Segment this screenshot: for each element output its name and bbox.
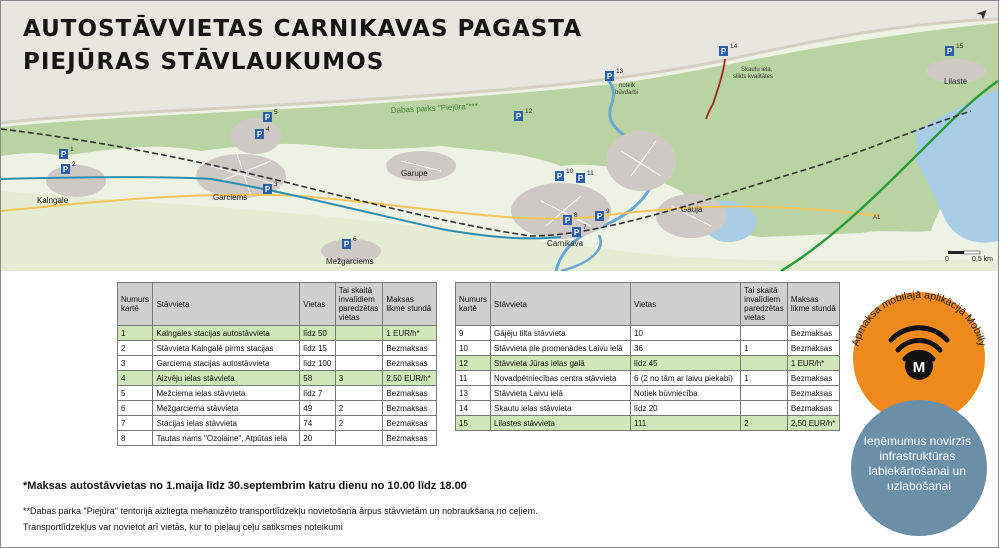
- parking-table-1: [117, 282, 437, 446]
- header-name: Stāvvieta: [153, 283, 300, 326]
- cell-name: Aizvēju ielas stāvvieta: [153, 371, 300, 386]
- parking-symbol: P: [606, 72, 613, 81]
- parking-symbol: P: [62, 165, 69, 174]
- table-row: [456, 401, 840, 416]
- svg-text:0,5 km: 0,5 km: [972, 256, 994, 263]
- cell-disabled: 2: [335, 416, 383, 431]
- cell-spaces: 49: [300, 401, 335, 416]
- parking-number: 15: [956, 43, 964, 50]
- cell-price: Bezmaksas: [383, 401, 437, 416]
- cell-name: Gājēju tilta stāvvieta: [491, 326, 631, 341]
- parking-number: 5: [274, 109, 278, 116]
- cell-num: 8: [118, 431, 153, 446]
- cell-disabled: [335, 431, 383, 446]
- parking-symbol: P: [577, 174, 584, 183]
- table-row: [118, 341, 437, 356]
- header-spaces: Vietas: [300, 283, 335, 326]
- cell-price: Bezmaksas: [383, 356, 437, 371]
- place-garciems: Garciems: [213, 193, 248, 202]
- cell-disabled: [741, 356, 788, 371]
- cell-price: Bezmaksas: [383, 386, 437, 401]
- parking-symbol: P: [515, 112, 522, 121]
- cell-num: 14: [456, 401, 491, 416]
- poi-scout-1: Skautu iela,: [741, 67, 773, 73]
- cell-num: 3: [118, 356, 153, 371]
- cell-disabled: [335, 356, 383, 371]
- cell-name: Stāvvieta pie promenādes Laivu ielā: [491, 341, 631, 356]
- cell-name: Lilastes stāvvieta: [491, 416, 631, 431]
- cell-num: 4: [118, 371, 153, 386]
- cell-price: Bezmaksas: [787, 326, 839, 341]
- cell-name: Stāvvieta Laivu ielā: [491, 386, 631, 401]
- cell-num: 10: [456, 341, 491, 356]
- cell-num: 15: [456, 416, 491, 431]
- parking-number: 7: [583, 224, 587, 231]
- cell-spaces: 6 (2 no tām ar laivu piekabi): [631, 371, 741, 386]
- parking-symbol: P: [946, 47, 953, 56]
- parking-number: 14: [730, 43, 738, 50]
- place-lilaste: Lilaste: [944, 77, 968, 86]
- cell-name: Mežgarciema stāvvieta: [153, 401, 300, 416]
- parking-symbol: P: [264, 113, 271, 122]
- table-row: [118, 356, 437, 371]
- cell-disabled: 2: [335, 401, 383, 416]
- parking-symbol: P: [264, 185, 271, 194]
- parking-symbol: P: [564, 216, 571, 225]
- parking-number: 9: [606, 208, 610, 215]
- poi-noteik-1: noteik: [619, 83, 636, 89]
- cell-spaces: 74: [300, 416, 335, 431]
- poi-noteik-2: būvdarbi: [615, 90, 639, 96]
- svg-text:0: 0: [945, 256, 949, 263]
- table-row: [118, 386, 437, 401]
- cell-spaces: līdz 7: [300, 386, 335, 401]
- cell-name: Novadpētniecības centra stāvvieta: [491, 371, 631, 386]
- cell-price: Bezmaksas: [383, 341, 437, 356]
- place-garupe: Garupe: [401, 169, 428, 178]
- cell-spaces: līdz 100: [300, 356, 335, 371]
- mobilly-logo-letter: M: [912, 359, 926, 376]
- cell-num: 12: [456, 356, 491, 371]
- cell-price: 1 EUR/h*: [383, 326, 437, 341]
- table-row: [118, 431, 437, 446]
- revenue-line4: uzlabošanai: [886, 479, 952, 493]
- cell-disabled: 1: [741, 371, 788, 386]
- place-gauja: Gauja: [681, 205, 703, 214]
- road-a1-label: A1: [873, 215, 881, 221]
- cell-name: Garciema stacijas autostāvvieta: [153, 356, 300, 371]
- table-row: [456, 326, 840, 341]
- cell-name: Stāvvieta Jūras ielas galā: [491, 356, 631, 371]
- parking-number: 3: [274, 181, 278, 188]
- mobilly-arc-text: Apmaksa mobilajā aplikācijā Mobilly: [849, 288, 989, 348]
- parking-number: 12: [525, 108, 533, 115]
- cell-spaces: 111: [631, 416, 741, 431]
- cell-price: Bezmaksas: [787, 341, 839, 356]
- header-disabled: Tai skaitā invalīdiem paredzētas vietas: [741, 283, 788, 326]
- table-row: [118, 401, 437, 416]
- cell-spaces: 20: [300, 431, 335, 446]
- cell-price: 2,50 EUR/h*: [787, 416, 839, 431]
- cell-disabled: 3: [335, 371, 383, 386]
- header-spaces: Vietas: [631, 283, 741, 326]
- parking-symbol: P: [343, 240, 350, 249]
- table-row: [456, 356, 840, 371]
- poi-scout-2: slikts kvalitātes: [733, 74, 774, 80]
- header-num: Numurs kartē: [456, 283, 491, 326]
- cell-price: Bezmaksas: [383, 431, 437, 446]
- header-name: Stāvvieta: [491, 283, 631, 326]
- place-carnikava: Carnikava: [547, 239, 584, 248]
- parking-number: 11: [587, 170, 594, 177]
- parking-number: 4: [266, 126, 270, 133]
- cell-spaces: līdz 45: [631, 356, 741, 371]
- note-season: *Maksas autostāvvietas no 1.maija līdz 30.septembrim katru dienu no 10.00 līdz 18.00: [23, 480, 467, 492]
- revenue-line2: infrastruktūras: [879, 449, 956, 463]
- table-row: [456, 386, 840, 401]
- nature-park-label: Dabas parks "Piejūra"***: [390, 101, 479, 115]
- cell-disabled: [335, 326, 383, 341]
- place-kalngale: Kalngale: [37, 196, 69, 205]
- parking-symbol: P: [596, 212, 603, 221]
- header-price: Maksas likme stundā: [787, 283, 839, 326]
- parking-symbol: P: [256, 130, 263, 139]
- cell-num: 9: [456, 326, 491, 341]
- revenue-line1: Ieņēmumus novirzīs: [863, 434, 972, 448]
- cell-spaces: Notiek būvniecība: [631, 386, 741, 401]
- page-title-line1: AUTOSTĀVVIETAS CARNIKAVAS PAGASTA: [23, 16, 583, 42]
- cell-spaces: līdz 20: [631, 401, 741, 416]
- cell-disabled: [741, 386, 788, 401]
- place-mezgarciems: Mežgarciems: [326, 257, 374, 266]
- cell-spaces: līdz 50: [300, 326, 335, 341]
- parking-symbol: P: [60, 150, 67, 159]
- revenue-line3: labiekārtošanai un: [868, 464, 967, 478]
- parking-number: 13: [616, 68, 624, 75]
- cell-disabled: 2: [741, 416, 788, 431]
- north-arrow-icon: ➤: [972, 3, 993, 23]
- parking-number: 2: [72, 161, 76, 168]
- cell-name: Stacijas ielas stāvvieta: [153, 416, 300, 431]
- cell-name: Stāvvieta Kalngalē pirms stacijas: [153, 341, 300, 356]
- cell-spaces: 10: [631, 326, 741, 341]
- header-num: Numurs kartē: [118, 283, 153, 326]
- cell-spaces: līdz 15: [300, 341, 335, 356]
- parking-number: 8: [574, 212, 578, 219]
- parking-number: 1: [70, 146, 74, 153]
- note-park: **Dabas parka "Piejūra" teritorijā aizliegta mehanizēto transportlīdzekļu novietošana ārpus stāvvietām un nobraukšana no ceļiem.: [23, 506, 538, 516]
- cell-spaces: 58: [300, 371, 335, 386]
- parking-symbol: P: [573, 228, 580, 237]
- cell-price: 1 EUR/h*: [787, 356, 839, 371]
- note-rules: Transportlīdzekļus var novietot arī vietās, kur to pieļauj ceļu satiksmes noteikumi: [23, 522, 343, 532]
- cell-disabled: 1: [741, 341, 788, 356]
- cell-disabled: [335, 341, 383, 356]
- table-row: [118, 371, 437, 386]
- cell-price: Bezmaksas: [787, 371, 839, 386]
- cell-price: Bezmaksas: [383, 416, 437, 431]
- parking-symbol: P: [556, 172, 563, 181]
- cell-num: 2: [118, 341, 153, 356]
- cell-num: 13: [456, 386, 491, 401]
- header-disabled: Tai skaitā invalīdiem paredzētas vietas: [335, 283, 383, 326]
- table-row: [456, 416, 840, 431]
- cell-price: Bezmaksas: [787, 401, 839, 416]
- cell-name: Tautas nams "Ozolaine", Atpūtas iela: [153, 431, 300, 446]
- cell-name: Skautu ielas stāvvieta: [491, 401, 631, 416]
- cell-name: Kalngales stacijas autostāvvieta: [153, 326, 300, 341]
- cell-num: 1: [118, 326, 153, 341]
- parking-table-2: [455, 282, 840, 431]
- cell-num: 6: [118, 401, 153, 416]
- parking-symbol: P: [720, 47, 727, 56]
- parking-number: 10: [566, 168, 574, 175]
- info-circles: [839, 278, 998, 547]
- cell-spaces: 36: [631, 341, 741, 356]
- header-price: Maksas likme stundā: [383, 283, 437, 326]
- cell-name: Mežciema ielas stāvvieta: [153, 386, 300, 401]
- cell-disabled: [335, 386, 383, 401]
- cell-num: 5: [118, 386, 153, 401]
- cell-price: 2,50 EUR/h*: [383, 371, 437, 386]
- page-title-line2: PIEJŪRAS STĀVLAUKUMOS: [23, 49, 385, 75]
- table-row: [118, 326, 437, 341]
- table-row: [456, 341, 840, 356]
- cell-disabled: [741, 401, 788, 416]
- cell-num: 7: [118, 416, 153, 431]
- cell-disabled: [741, 326, 788, 341]
- parking-number: 6: [353, 236, 357, 243]
- cell-num: 11: [456, 371, 491, 386]
- table-row: [118, 416, 437, 431]
- cell-price: Bezmaksas: [787, 386, 839, 401]
- table-row: [456, 371, 840, 386]
